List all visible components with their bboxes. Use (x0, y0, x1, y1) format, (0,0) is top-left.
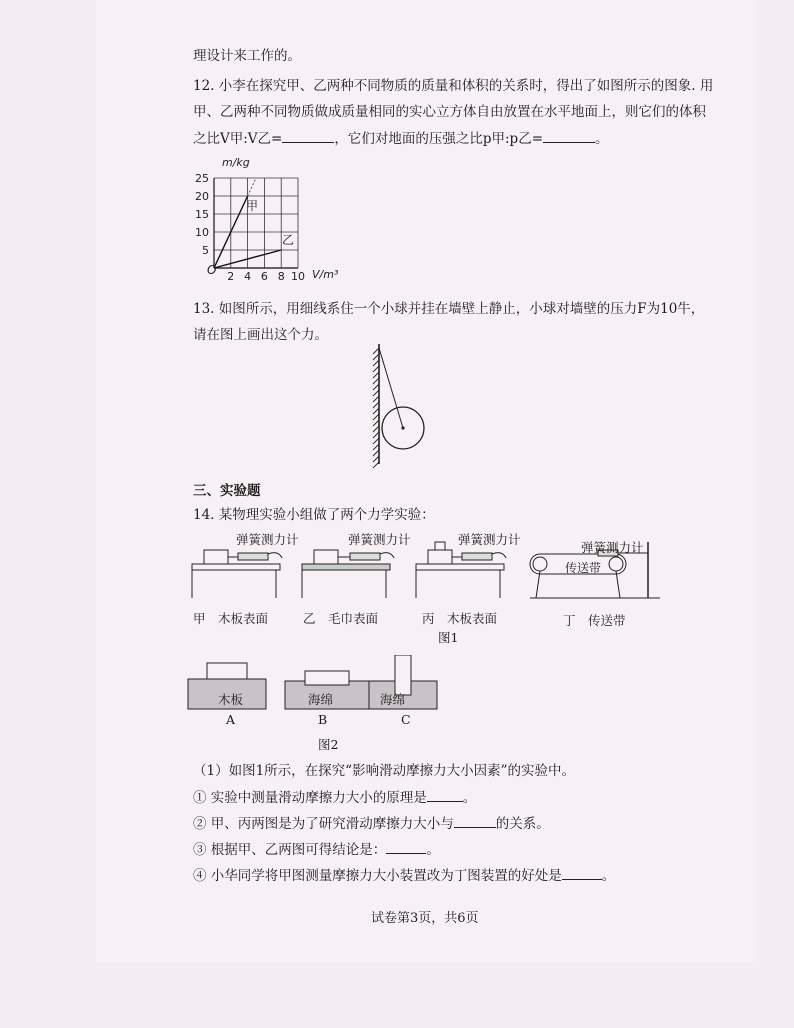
q13-line-2: 请在图上画出这个力。 (193, 327, 328, 343)
fig1-caption-jia: 甲 木板表面 (193, 611, 269, 626)
hatch-line (373, 432, 379, 438)
subq-1-d-text: ④ 小华同学将甲图测量摩擦力大小装置改为丁图装置的好处是 (193, 868, 562, 884)
hatch-line (373, 456, 379, 462)
hatch-line (373, 420, 379, 426)
hatch-line (373, 444, 379, 450)
subq-1-b-blank[interactable] (454, 815, 496, 828)
subq-1-c-blank[interactable] (386, 841, 426, 854)
subq-1-b-text: ② 甲、丙两图是为了研究滑动摩擦力大小与 (193, 816, 454, 832)
hatch-line (373, 396, 379, 402)
setup-bing (416, 542, 506, 598)
subq-1-d-blank[interactable] (562, 867, 602, 880)
wall-hatching (373, 348, 379, 468)
fig2-surface-c: 海绵 (380, 692, 406, 707)
ball-center (401, 426, 404, 429)
graph-y-label: m/kg (222, 156, 250, 169)
fig2-letter-c: C (401, 712, 411, 727)
graph-y-tick: 5 (202, 244, 209, 257)
fig1-caption-ding: 丁 传送带 (563, 613, 626, 628)
hatch-line (373, 402, 379, 408)
hatch-line (373, 408, 379, 414)
hatch-line (373, 366, 379, 372)
fig1-caption-bing: 丙 木板表面 (422, 611, 498, 626)
graph-series-label-jia: 甲 (246, 199, 259, 213)
fig1-title: 图1 (438, 630, 459, 645)
subq-1-c-end: 。 (426, 842, 440, 858)
hatch-line (373, 426, 379, 432)
fig2-letter-b: B (318, 712, 328, 727)
q12-period: 。 (595, 131, 609, 147)
q12-blank-pressure[interactable] (543, 130, 595, 143)
graph-guide-line (248, 178, 256, 196)
meter-label-ding: 弹簧测力计 (581, 540, 644, 555)
hatch-line (373, 378, 379, 384)
q12-pressure-ratio-label: ，它们对地面的压强之比p甲:p乙= (334, 131, 544, 147)
graph-y-tick: 20 (195, 190, 209, 203)
graph-series-label-yi: 乙 (282, 233, 295, 247)
q13-line-1: 13. 如图所示，用细线系住一个小球并挂在墙壁上静止，小球对墙壁的压力F为10牛， (193, 301, 705, 317)
page-footer: 试卷第3页，共6页 (371, 911, 479, 926)
hatch-line (373, 438, 379, 444)
subq-1-c-text: ③ 根据甲、乙两图可得结论是： (193, 842, 387, 858)
fig2-surface-a: 木板 (218, 692, 244, 707)
setup-jia (192, 550, 282, 598)
graph-x-tick: 8 (277, 270, 285, 283)
q14-line: 14. 某物理实验小组做了两个力学实验： (193, 507, 435, 523)
subq-1-a (193, 789, 476, 807)
fig2-letter-a: A (226, 712, 236, 727)
section-heading-experiments: 三、实验题 (193, 483, 261, 499)
graph-y-tick: 15 (195, 208, 209, 221)
q12-line-1: 12. 小李在探究甲、乙两种不同物质的质量和体积的关系时，得出了如图所示的图象. 用 (193, 78, 714, 94)
subq-1-a-text: ① 实验中测量滑动摩擦力大小的原理是 (193, 790, 427, 806)
graph-x-tick: 6 (260, 270, 268, 283)
hatch-line (373, 372, 379, 378)
hatch-line (373, 414, 379, 420)
hatch-line (373, 354, 379, 360)
graph-y-tick: 10 (195, 226, 209, 239)
graph-x-tick: 4 (244, 270, 252, 283)
graph-x-tick: 10 (291, 270, 305, 283)
fig1-caption-yi: 乙 毛巾表面 (303, 611, 379, 626)
setup-yi (302, 550, 394, 598)
subq-1-c (193, 841, 440, 859)
hatch-line (373, 390, 379, 396)
hatch-line (373, 462, 379, 468)
graph-origin-label: O (207, 263, 217, 277)
subq-1-a-end: 。 (462, 790, 477, 806)
hatch-line (373, 360, 379, 366)
q12-line-3 (193, 130, 609, 148)
q12-volume-ratio-label: 之比V甲:V乙= (193, 131, 283, 147)
text-line-intro: 理设计来工作的。 (193, 48, 301, 64)
fig2-title: 图2 (318, 737, 339, 752)
hatch-line (373, 384, 379, 390)
graph-grid (214, 178, 298, 268)
graph-x-tick: 2 (227, 270, 235, 283)
meter-label-bing: 弹簧测力计 (458, 532, 521, 547)
hatch-line (373, 450, 379, 456)
ball-on-wall-figure (365, 340, 435, 470)
fig2-surface-b: 海绵 (308, 692, 334, 707)
subq-1-d-end: 。 (601, 868, 616, 884)
graph-x-label: V/m³ (312, 268, 339, 281)
string (379, 348, 403, 428)
subq-1-a-blank[interactable] (427, 789, 463, 802)
subq-1-intro: （1）如图1所示，在探究“影响滑动摩擦力大小因素”的实验中。 (193, 763, 575, 779)
meter-label-jia: 弹簧测力计 (236, 532, 299, 547)
graph-y-tick: 25 (195, 172, 209, 185)
belt-label: 传送带 (565, 561, 602, 575)
meter-label-yi: 弹簧测力计 (348, 532, 411, 547)
subq-1-b (193, 815, 550, 833)
subq-1-b-end: 的关系。 (495, 816, 550, 832)
mass-volume-graph (190, 150, 350, 285)
subq-1-d (193, 867, 615, 885)
hatch-line (373, 348, 379, 354)
q12-blank-volume[interactable] (282, 130, 334, 143)
q12-line-2: 甲、乙两种不同物质做成质量相同的实心立方体自由放置在水平地面上，则它们的体积 (193, 104, 706, 120)
